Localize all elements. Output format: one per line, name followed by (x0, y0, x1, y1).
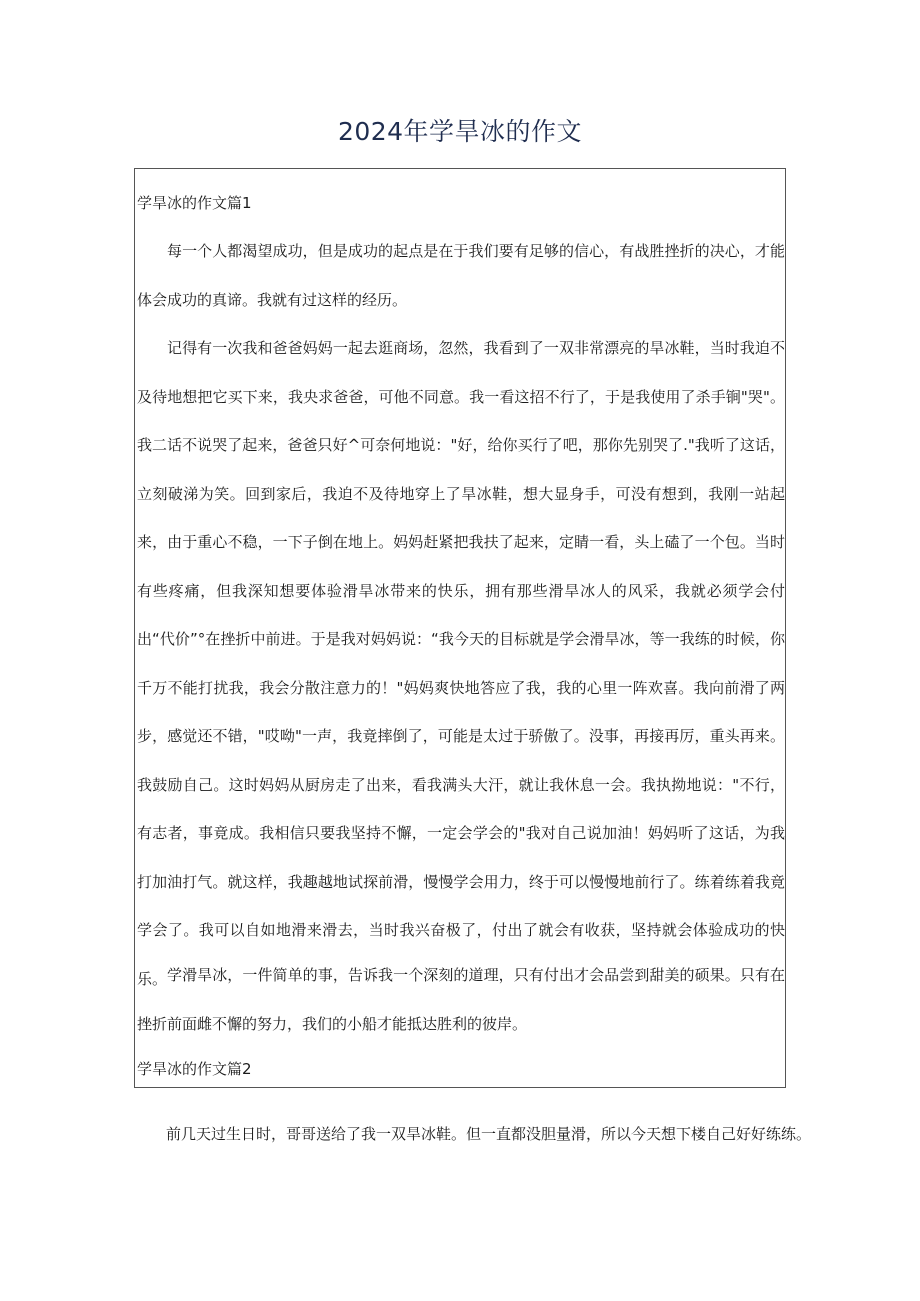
article1-paragraph-1: 每一个人都渴望成功，但是成功的起点是在于我们要有足够的信心，有战胜挫折的决心，才能体会成功的真谛。我就有过这样的经历。 (137, 242, 785, 309)
article2-heading: 学旱冰的作文篇2 (137, 1060, 252, 1078)
article1-paragraph-3: 学滑旱冰，一件简单的事，告诉我一个深刻的道理，只有付出才会品尝到甜美的硕果。只有在挫折前面雌不懈的努力，我们的小船才能抵达胜利的彼岸。 (137, 966, 785, 1033)
article-frame (134, 168, 786, 1088)
document-title: 2024年学旱冰的作文 (337, 117, 583, 146)
article2-paragraph-1: 前几天过生日时，哥哥送给了我一双旱冰鞋。但一直都没胆量滑，所以今天想下楼自己好好练练。 (166, 1125, 812, 1143)
article1-heading: 学旱冰的作文篇1 (137, 194, 252, 212)
article1-paragraph-2: 记得有一次我和爸爸妈妈一起去逛商场，忽然，我看到了一双非常漂亮的旱冰鞋，当时我迫不及待地想把它买下来，我央求爸爸，可他不同意。我一看这招不行了，于是我使用了杀手锏"哭"。我二话不说哭了起来，爸爸只好^可奈何地说："好，给你买行了吧，那你先别哭了."我听了这话，立刻破涕为笑。回到家后，我迫不及待地穿上了旱冰鞋，想大显身手，可没有想到，我刚一站起来，由于重心不稳，一下子倒在地上。妈妈赶紧把我扶了起来，定睛一看，头上磕了一个包。当时有些疼痛，但我深知想要体验滑旱冰带来的快乐，拥有那些滑旱冰人的风采，我就必须学会付出“代价”°在挫折中前进。于是我对妈妈说：“我今天的目标就是学会滑旱冰，等一我练的时候，你千万不能打扰我，我会分散注意力的！"妈妈爽快地答应了我，我的心里一阵欢喜。我向前滑了两步，感觉还不错，"哎呦"一声，我竟摔倒了，可能是太过于骄傲了。没事，再接再厉，重头再来。我鼓励自己。这时妈妈从厨房走了出来，看我满头大汗，就让我休息一会。我执拗地说："不行，有志者，事竟成。我相信只要我坚持不懈，一定会学会的"我对自己说加油！妈妈听了这话，为我打加油打气。就这样，我趣越地试探前滑，慢慢学会用力，终于可以慢慢地前行了。练着练着我竟学会了。我可以自如地滑来滑去，当时我兴奋极了，付出了就会有收获，坚持就会体验成功的快乐。 (137, 339, 785, 988)
